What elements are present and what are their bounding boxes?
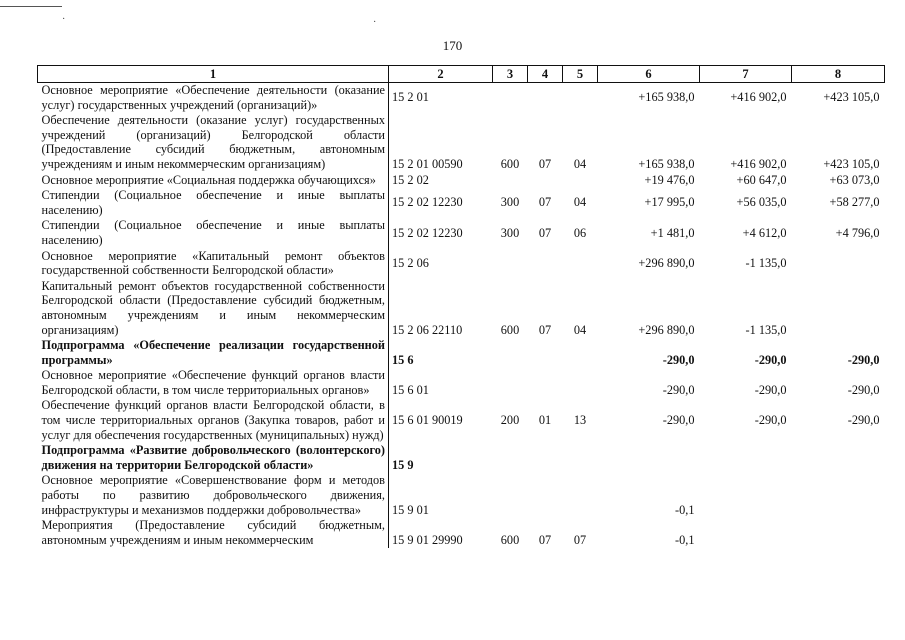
code-cell: 15 2 02 [392, 172, 429, 187]
section-cell: 07 [538, 195, 552, 210]
expense-type-cell [493, 173, 528, 189]
page-number: 170 [442, 38, 463, 53]
column-header: 6 [598, 66, 700, 83]
amount-2023-cell [792, 443, 885, 473]
amount-2023-cell [792, 473, 885, 518]
amount-2022-cell: +60 647,0 [736, 172, 787, 187]
expense-type-cell [493, 473, 528, 518]
column-header: 5 [563, 66, 598, 83]
expense-type-cell [493, 249, 528, 279]
corner-rule [0, 6, 62, 7]
section-cell: 07 [538, 225, 552, 240]
section-cell [528, 173, 563, 189]
table-row [38, 83, 885, 114]
amount-2023-cell: -290,0 [847, 352, 880, 367]
section-cell [528, 473, 563, 518]
name-cell: Мероприятия (Предоставление субсидий бюджетным, автономным учреждениям и иным некоммерческим [38, 518, 389, 548]
amount-2021-cell: -0,1 [675, 532, 695, 547]
code-cell: 15 2 02 12230 [392, 225, 463, 240]
table-row [38, 473, 885, 518]
expense-type-cell [493, 368, 528, 398]
amount-2021-cell: -290,0 [662, 352, 695, 367]
subsection-cell: 07 [573, 532, 587, 547]
table-row [38, 368, 885, 398]
section-cell: 01 [538, 413, 552, 428]
code-cell: 15 2 06 [392, 255, 429, 270]
column-header: 2 [389, 66, 493, 83]
name-cell: Подпрограмма «Развитие добровольческого (волонтерского) движения на территории Белгородской области» [38, 443, 389, 473]
expense-type-cell: 300 [500, 195, 520, 210]
code-cell: 15 9 01 [392, 502, 429, 517]
expense-type-cell: 600 [500, 322, 520, 337]
table-row [38, 173, 885, 189]
subsection-cell [563, 368, 598, 398]
code-cell: 15 2 01 00590 [392, 156, 463, 171]
column-header: 3 [493, 66, 528, 83]
amount-2021-cell: +296 890,0 [638, 322, 695, 337]
name-cell: Подпрограмма «Обеспечение реализации государственной программы» [38, 338, 389, 368]
section-cell [528, 249, 563, 279]
amount-2021-cell: +17 995,0 [644, 195, 695, 210]
table-row [38, 249, 885, 279]
name-cell: Обеспечение функций органов власти Белгородской области, в том числе территориальных органов (Закупка товаров, работ и услуг для обеспечения государственных (муниципальных) нужд) [38, 398, 389, 443]
table-row [38, 338, 885, 368]
amount-2022-cell [700, 473, 792, 518]
expense-type-cell: 300 [500, 225, 520, 240]
code-cell: 15 2 01 [392, 90, 429, 105]
amount-2022-cell: -290,0 [754, 413, 787, 428]
column-header: 4 [528, 66, 563, 83]
subsection-cell: 06 [573, 225, 587, 240]
amount-2023-cell: +423 105,0 [823, 156, 880, 171]
section-cell [528, 338, 563, 368]
code-cell: 15 6 01 [392, 382, 429, 397]
scan-speck: · [373, 17, 377, 28]
table-row [38, 518, 885, 548]
subsection-cell [563, 338, 598, 368]
column-header: 8 [792, 66, 885, 83]
amount-2021-cell: +165 938,0 [638, 90, 695, 105]
subsection-cell: 13 [573, 413, 587, 428]
section-cell: 07 [538, 156, 552, 171]
name-cell: Стипендии (Социальное обеспечение и иные выплаты населению) [38, 188, 389, 218]
name-cell: Обеспечение деятельности (оказание услуг) государственных учреждений (организаций) Белгородской области (Предоставление субсидий бюджетным, автономным учреждениям и иным некоммерческим организациям) [38, 113, 389, 172]
subsection-cell [563, 249, 598, 279]
table-row [38, 279, 885, 338]
amount-2023-cell: +58 277,0 [829, 195, 880, 210]
amount-2023-cell: +63 073,0 [829, 172, 880, 187]
amount-2021-cell [598, 443, 700, 473]
code-cell: 15 2 06 22110 [392, 322, 463, 337]
code-cell: 15 9 [392, 457, 414, 472]
amount-2022-cell: +416 902,0 [730, 156, 787, 171]
amount-2021-cell: +19 476,0 [644, 172, 695, 187]
amount-2023-cell [792, 279, 885, 338]
code-cell: 15 6 [392, 352, 414, 367]
amount-2021-cell: -290,0 [662, 382, 695, 397]
budget-table [37, 65, 885, 548]
amount-2021-cell: +165 938,0 [638, 156, 695, 171]
name-cell: Основное мероприятие «Социальная поддержка обучающихся» [38, 173, 389, 189]
name-cell: Стипендии (Социальное обеспечение и иные выплаты населению) [38, 218, 389, 248]
amount-2022-cell [700, 518, 792, 548]
expense-type-cell: 600 [500, 532, 520, 547]
amount-2022-cell: +416 902,0 [730, 90, 787, 105]
column-header: 1 [38, 66, 389, 83]
amount-2022-cell: +4 612,0 [742, 225, 787, 240]
amount-2023-cell: -290,0 [847, 382, 880, 397]
amount-2023-cell: +423 105,0 [823, 90, 880, 105]
expense-type-cell [493, 83, 528, 114]
expense-type-cell [493, 338, 528, 368]
subsection-cell [563, 173, 598, 189]
expense-type-cell [493, 443, 528, 473]
table-row [38, 113, 885, 172]
section-cell: 07 [538, 322, 552, 337]
amount-2023-cell: -290,0 [847, 413, 880, 428]
subsection-cell [563, 473, 598, 518]
name-cell: Основное мероприятие «Капитальный ремонт объектов государственной собственности Белгородской области» [38, 249, 389, 279]
code-cell: 15 2 02 12230 [392, 195, 463, 210]
amount-2021-cell: +1 481,0 [650, 225, 695, 240]
amount-2021-cell: +296 890,0 [638, 255, 695, 270]
table-row [38, 443, 885, 473]
subsection-cell [563, 83, 598, 114]
name-cell: Основное мероприятие «Совершенствование форм и методов работы по развитию добровольческого движения, инфраструктуры и механизмов поддержки добровольчества» [38, 473, 389, 518]
amount-2022-cell: -290,0 [754, 352, 787, 367]
header-row [38, 66, 885, 83]
amount-2022-cell: +56 035,0 [736, 195, 787, 210]
section-cell [528, 443, 563, 473]
subsection-cell: 04 [573, 195, 587, 210]
section-cell [528, 368, 563, 398]
amount-2021-cell: -290,0 [662, 413, 695, 428]
amount-2023-cell: +4 796,0 [835, 225, 880, 240]
subsection-cell: 04 [573, 322, 587, 337]
table-row [38, 218, 885, 248]
name-cell: Основное мероприятие «Обеспечение функций органов власти Белгородской области, в том числе территориальных органов» [38, 368, 389, 398]
table-row [38, 188, 885, 218]
amount-2022-cell: -290,0 [754, 382, 787, 397]
amount-2022-cell [700, 443, 792, 473]
name-cell: Капитальный ремонт объектов государственной собственности Белгородской области (Предоставление субсидий бюджетным, автономным учреждениям и иным некоммерческим организациям) [38, 279, 389, 338]
section-cell: 07 [538, 532, 552, 547]
code-cell: 15 6 01 90019 [392, 413, 463, 428]
amount-2021-cell: -0,1 [675, 502, 695, 517]
subsection-cell: 04 [573, 156, 587, 171]
scan-speck: · [62, 14, 66, 25]
expense-type-cell: 200 [500, 413, 520, 428]
amount-2022-cell: -1 135,0 [745, 322, 787, 337]
code-cell: 15 9 01 29990 [392, 532, 463, 547]
subsection-cell [563, 443, 598, 473]
amount-2023-cell [792, 518, 885, 548]
table-row [38, 398, 885, 443]
expense-type-cell: 600 [500, 156, 520, 171]
column-header: 7 [700, 66, 792, 83]
amount-2022-cell: -1 135,0 [745, 255, 787, 270]
amount-2023-cell [792, 249, 885, 279]
section-cell [528, 83, 563, 114]
name-cell: Основное мероприятие «Обеспечение деятельности (оказание услуг) государственных учреждений (организаций)» [38, 83, 389, 114]
